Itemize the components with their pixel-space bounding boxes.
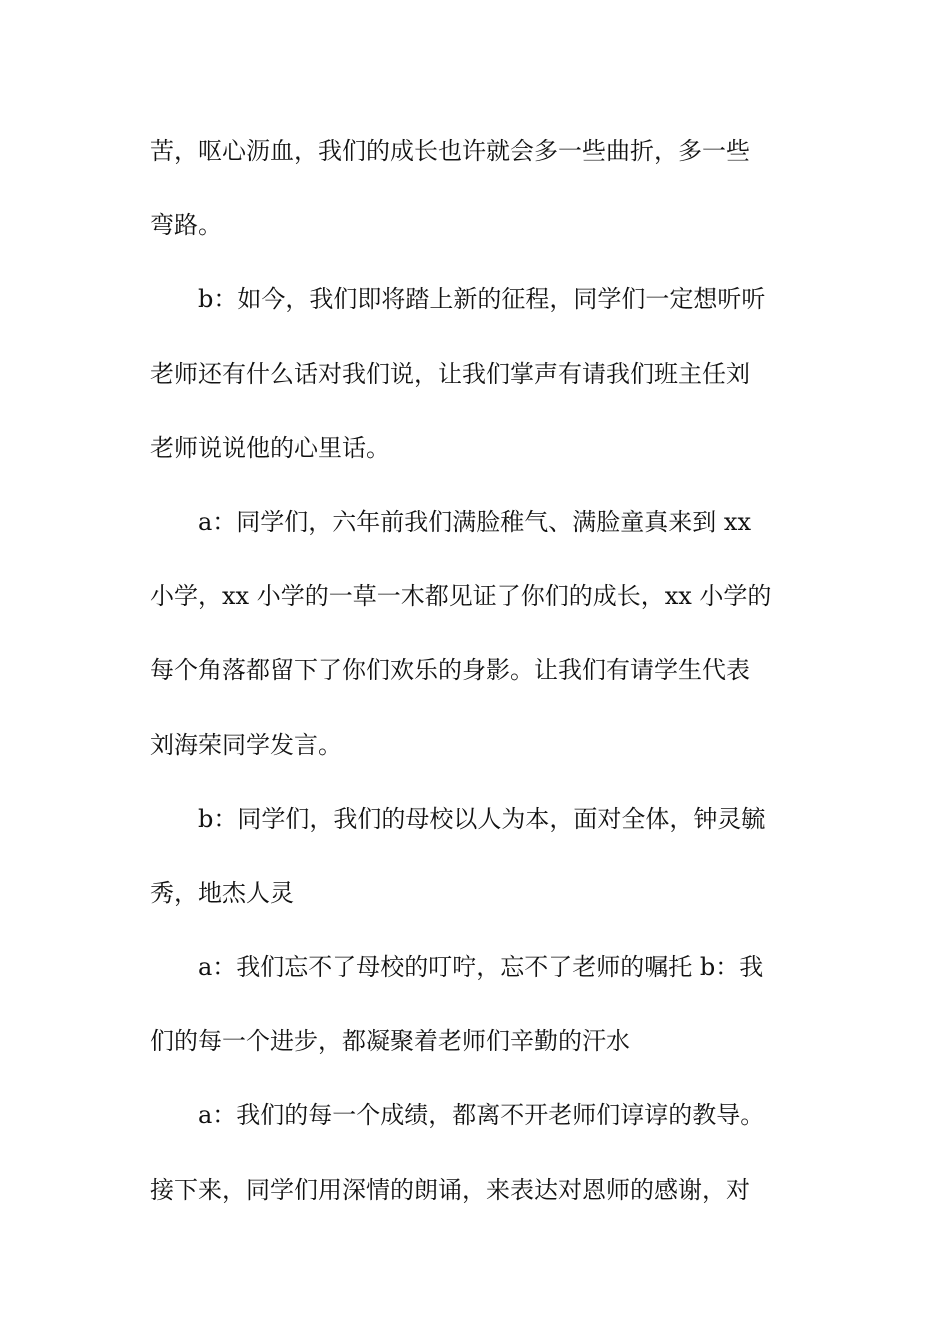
text-line: a：我们的每一个成绩，都离不开老师们谆谆的教导。 xyxy=(198,1101,765,1130)
text-line: 苦，呕心沥血，我们的成长也许就会多一些曲折，多一些 xyxy=(150,137,750,165)
text-line: 接下来，同学们用深情的朗诵，来表达对恩师的感谢，对 xyxy=(150,1175,750,1204)
document-body xyxy=(150,114,810,1227)
text-line: a：同学们，六年前我们满脸稚气、满脸童真来到 xx xyxy=(198,507,752,536)
text-line: b：如今，我们即将踏上新的征程，同学们一定想听听 xyxy=(198,285,766,314)
text-line: a：我们忘不了母校的叮咛，忘不了老师的嘱托 b：我 xyxy=(198,953,764,982)
text-line: 秀，地杰人灵 xyxy=(150,878,294,907)
text-line: 老师说说他的心里话。 xyxy=(150,433,390,462)
text-line: 们的每一个进步，都凝聚着老师们辛勤的汗水 xyxy=(150,1027,630,1056)
text-line: 小学，xx 小学的一草一木都见证了你们的成长，xx 小学的 xyxy=(150,582,772,611)
text-line: 老师还有什么话对我们说，让我们掌声有请我们班主任刘 xyxy=(150,359,750,388)
text-line: 每个角落都留下了你们欢乐的身影。让我们有请学生代表 xyxy=(150,656,750,685)
text-line: b：同学们，我们的母校以人为本，面对全体，钟灵毓 xyxy=(198,804,766,833)
text-line: 刘海荣同学发言。 xyxy=(150,730,342,759)
text-line: 弯路。 xyxy=(150,211,222,240)
